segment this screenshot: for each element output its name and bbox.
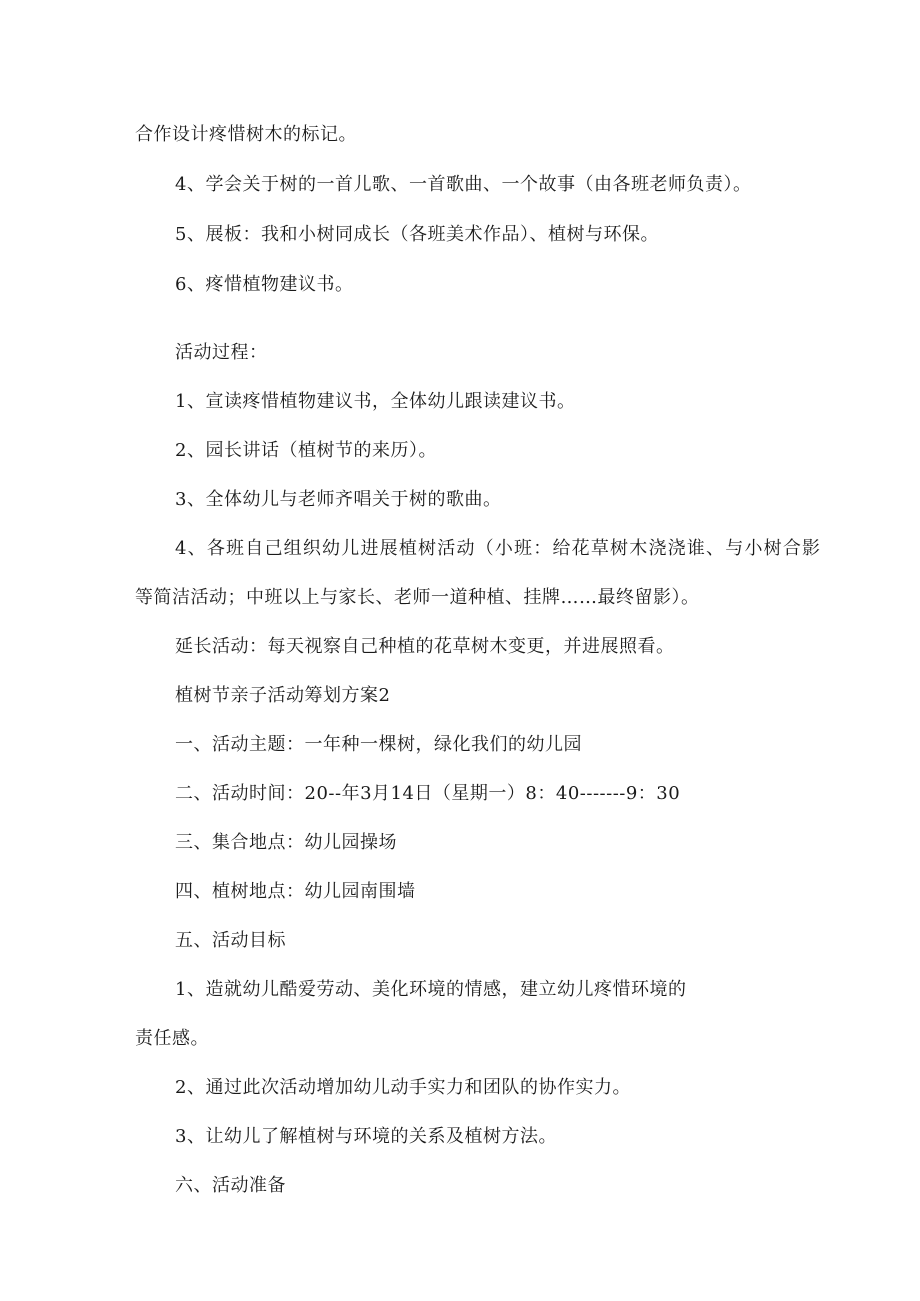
list-item: 2、园长讲话（植树节的来历）。	[175, 440, 437, 461]
list-item: 4、各班自己组织幼儿进展植树活动（小班：给花草树木浇浇谁、与小树合影	[175, 538, 822, 559]
section-title: 植树节亲子活动筹划方案2	[175, 685, 391, 706]
paragraph-line: 等简洁活动；中班以上与家长、老师一道种植、挂牌……最终留影）。	[135, 587, 700, 608]
list-item: 6、疼惜植物建议书。	[175, 274, 354, 295]
paragraph-line: 三、集合地点：幼儿园操场	[175, 832, 397, 853]
list-item: 1、造就幼儿酷爱劳动、美化环境的情感，建立幼儿疼惜环境的	[175, 979, 687, 1000]
list-item: 5、展板：我和小树同成长（各班美术作品）、植树与环保。	[175, 224, 659, 245]
list-item: 2、通过此次活动增加幼儿动手实力和团队的协作实力。	[175, 1077, 631, 1098]
paragraph-line: 四、植树地点：幼儿园南围墙	[175, 881, 416, 902]
paragraph-line: 合作设计疼惜树木的标记。	[135, 124, 357, 145]
list-item: 4、学会关于树的一首儿歌、一首歌曲、一个故事（由各班老师负责）。	[175, 174, 752, 195]
section-heading: 六、活动准备	[175, 1175, 286, 1196]
section-heading: 五、活动目标	[175, 930, 286, 951]
paragraph-line: 一、活动主题：一年种一棵树，绿化我们的幼儿园	[175, 734, 582, 755]
section-heading: 活动过程：	[175, 342, 268, 363]
list-item: 1、宣读疼惜植物建议书，全体幼儿跟读建议书。	[175, 391, 576, 412]
list-item: 3、让幼儿了解植树与环境的关系及植树方法。	[175, 1126, 557, 1147]
paragraph-line: 延长活动：每天视察自己种植的花草树木变更，并进展照看。	[175, 636, 675, 657]
paragraph-line: 责任感。	[135, 1028, 209, 1049]
paragraph-line: 二、活动时间：20--年3月14日（星期一）8：40-------9：30	[175, 783, 681, 804]
list-item: 3、全体幼儿与老师齐唱关于树的歌曲。	[175, 489, 502, 510]
